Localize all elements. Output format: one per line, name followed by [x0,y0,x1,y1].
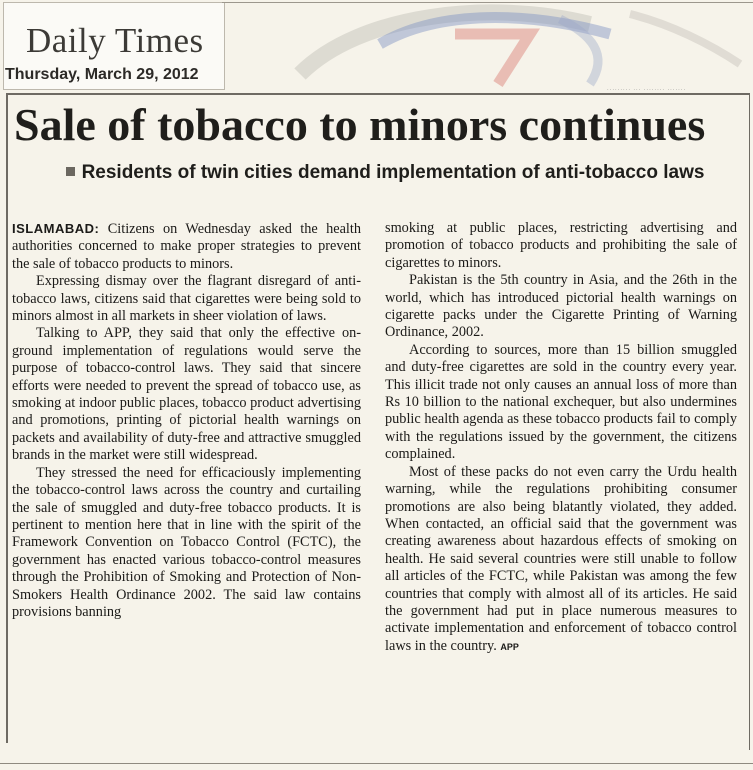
article-paragraph: Talking to APP, they said that only the effective on-ground implementation of regulations would serve the purpose of tobacco-control laws. They said that sincere efforts were needed to prevent the spread of tobacco use, as smoking at indoor public places, tobacco product advertising and promotions, printing of pictorial health warnings on packets and availability of duty-free and attractive smuggled brands in the market were still widespread. [12,325,361,464]
article-subheadline [60,160,710,185]
article-paragraph [12,220,361,273]
square-bullet-icon [66,167,75,176]
article-border-left [6,93,8,743]
subheadline-text: Residents of twin cities demand implementation of anti-tobacco laws [81,162,705,183]
page-bottom-rule [0,763,753,764]
paragraph-text: Citizens on Wednesday asked the health authorities concerned to make proper strategies to prevent the sale of tobacco products to minors. [12,221,362,272]
article-byline: APP [500,641,519,652]
masthead [0,0,753,92]
article-paragraph: smoking at public places, restricting advertising and promotion of tobacco products and prohibiting the sale of cigarettes to minors. [385,220,737,271]
article-paragraph: They stressed the need for efficaciously implementing the tobacco-control laws across the country and curtailing the sale of smuggled and duty-free tobacco products. It is pertinent to mention here that in line with the spirit of the Framework Convention on Tobacco Control (FCTC), the government has enacted various tobacco-control measures through the Prohibition of Smoking and Protection of Non-Smokers Health Ordinance 2002. The said law contains provisions banning [12,464,361,620]
article-paragraph: According to sources, more than 15 billion smuggled and duty-free cigarettes are sold in the country every year. This illicit trade not only causes an annual loss of more than Rs 10 billion to the national exchequer, but also undermines public health agenda as these tobacco products fail to comply with the regulations issued by the government, the citizens complained. [385,341,737,463]
publication-date: Thursday, March 29, 2012 [5,66,199,83]
masthead-swoosh-graphic [230,4,750,90]
article-border-top [6,93,750,95]
article-dateline: ISLAMABAD: [12,221,100,236]
article-column-1 [12,220,361,621]
article-headline: Sale of tobacco to minors continues [14,99,706,150]
photo-credit-scribble: ········· ··· ········ ······· [607,87,687,93]
paragraph-text: Most of these packs do not even carry the Urdu health warning, while the regulations prohibiting consumer promotions are also being blatantly violated, they added. When contacted, an official said that the government was creating awareness about hazardous effects of smoking on health. He said several countries were still unable to follow all articles of the FCTC, while Pakistan was among the few countries that comply with almost all of its articles. He said the government had put in place numerous measures to activate implementation and enforcement of tobacco control laws in the country. [385,463,737,654]
article-column-2 [385,220,737,656]
article-border-right [749,93,750,750]
article-paragraph: Expressing dismay over the flagrant disregard of anti-tobacco laws, citizens said that cigarettes were being sold to minors almost in all markets in sheer violation of laws. [12,273,361,325]
article-paragraph: Pakistan is the 5th country in Asia, and the 26th in the world, which has introduced pictorial health warnings on cigarette packs under the Cigarette Printing of Warning Ordinance, 2002. [385,272,737,341]
article-paragraph [385,464,737,656]
newspaper-logo: Daily Times [26,21,204,60]
masthead-rule [222,2,753,3]
